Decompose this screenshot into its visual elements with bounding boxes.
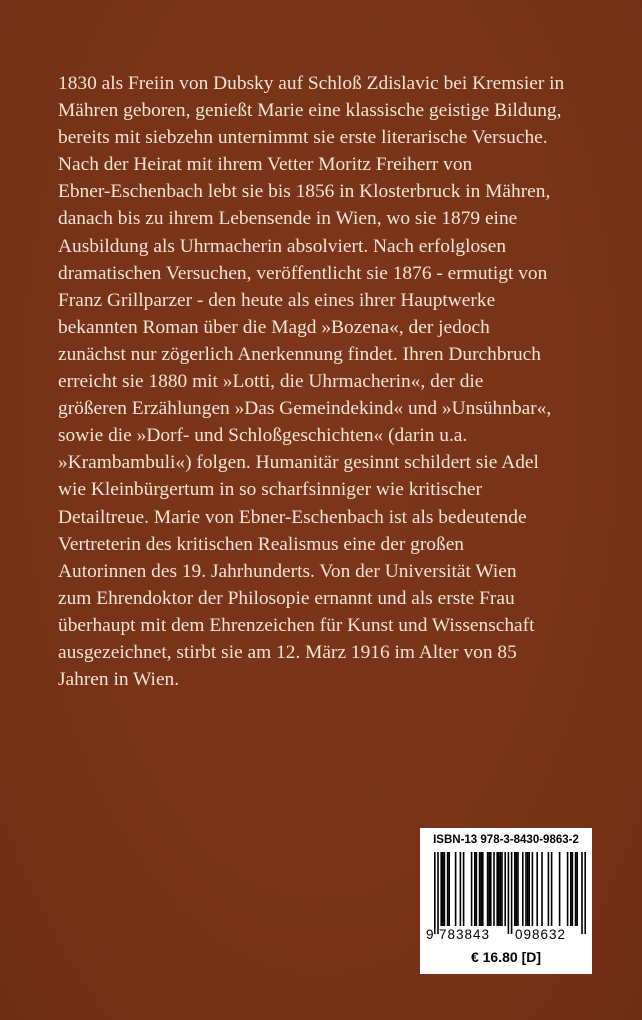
barcode-bar [496,852,498,926]
blurb-text [58,70,610,693]
barcode-bar [440,852,442,926]
barcode-bar [517,852,519,926]
blurb-line: überhaupt mit dem Ehrenzeichen für Kunst und Wissenschaft [58,614,535,636]
blurb-line: zum Ehrendoktor der Philosopie ernannt und als erste Frau [58,587,515,609]
barcode-bar [551,852,553,926]
blurb-line: wie Kleinbürgertum in so scharfsinniger wie kritischer [58,479,482,501]
barcode-bar [581,852,583,934]
barcode-bar [500,852,502,926]
barcode-bar [567,852,569,926]
blurb-line: Franz Grillparzer - den heute als eines ihrer Hauptwerke [58,289,496,311]
barcode-bar [447,852,449,926]
barcode-bar [482,852,484,926]
isbn-label: ISBN-13 978-3-8430-9863-2 [433,834,579,846]
barcode-bar [541,852,543,926]
barcode-bar [474,852,476,926]
barcode-bar [528,852,530,926]
blurb-line: bekannten Roman über die Magd »Bozena«, der jedoch [58,316,490,338]
barcode-bar [442,852,444,926]
barcode-bar [570,852,572,926]
barcode-bar [479,852,481,926]
barcode-bar [508,852,510,934]
barcode-bar [522,852,524,926]
barcode-bar [444,852,446,926]
barcode-bar [559,852,561,926]
barcode-bar [584,852,586,934]
blurb-line: sowie die »Dorf- und Schloßgeschichten« (darin u.a. [58,425,468,447]
barcode-bar [434,852,436,934]
barcode-digit-first: 9 [426,927,435,942]
blurb-line: dramatischen Versuchen, veröffentlicht sie 1876 - ermutigt von [58,262,548,284]
barcode-panel [420,828,592,974]
blurb-line: Vertreterin des kritischen Realismus eine der großen [58,533,464,555]
barcode-bar [536,852,538,926]
blurb-line: »Krambambuli«) folgen. Humanitär gesinnt schildert sie Adel [58,452,539,474]
barcode-bar [498,852,500,926]
barcode-bar [455,852,457,926]
barcode-bar [511,852,513,934]
barcode-bar [548,852,550,926]
blurb-line: Jahren in Wien. [58,669,180,691]
barcode-bar [463,852,465,926]
barcode-bar [516,852,518,926]
blurb-line: Ebner-Eschenbach lebt sie bis 1856 in Klosterbruck in Mähren, [58,181,551,203]
barcode-bar [501,852,503,926]
barcode-bar [480,852,482,926]
blurb-line: Nach der Heirat mit ihrem Vetter Moritz Freiherr von [58,154,473,176]
barcode-bar [448,852,450,926]
price-label: € 16.80 [D] [470,949,542,965]
blurb-line: Mähren geboren, genießt Marie eine klassische geistige Bildung, [58,100,562,122]
barcode-bar [487,852,489,926]
barcode-bar [576,852,578,926]
barcode-bar [437,852,439,934]
barcode-digits-right: 098632 [515,927,567,942]
barcode-bar [527,852,529,926]
barcode-bar [532,852,534,926]
barcode-bar [493,852,495,926]
barcode-bar [575,852,577,926]
barcode-bar [490,852,492,926]
blurb-line: Autorinnen des 19. Jahrhunderts. Von der Universität Wien [58,560,517,582]
blurb-line: erreicht sie 1880 mit »Lotti, die Uhrmacherin«, der die [58,371,484,393]
blurb-line: zunächst nur zögerlich Anerkennung findet. Ihren Durchbruch [58,343,541,365]
barcode-bar [525,852,527,926]
barcode-bar [514,852,516,926]
blurb-line: größeren Erzählungen »Das Gemeindekind« und »Unsühnbar«, [58,398,552,420]
blurb-line: Detailtreue. Marie von Ebner-Eschenbach ist als bedeutende [58,506,527,528]
blurb-line: 1830 als Freiin von Dubsky auf Schloß Zdislavic bei Kremsier in [58,73,565,94]
blurb-line: Ausbildung als Uhrmacherin absolviert. Nach erfolglosen [58,235,507,257]
barcode-bar [488,852,490,926]
blurb-line: danach bis zu ihrem Lebensende in Wien, wo sie 1879 eine [58,208,518,230]
barcode-bar [572,852,574,926]
barcode-bar [476,852,478,926]
barcode-bar [504,852,506,926]
barcode-icon [420,852,592,936]
barcode-bar [471,852,473,926]
blurb-line: ausgezeichnet, stirbt sie am 12. März 1916 im Alter von 85 [58,641,517,663]
blurb-line: bereits mit siebzehn unternimmt sie erste literarische Versuche. [58,127,548,149]
barcode-digits-left: 783843 [439,927,491,942]
barcode-bar [460,852,462,926]
